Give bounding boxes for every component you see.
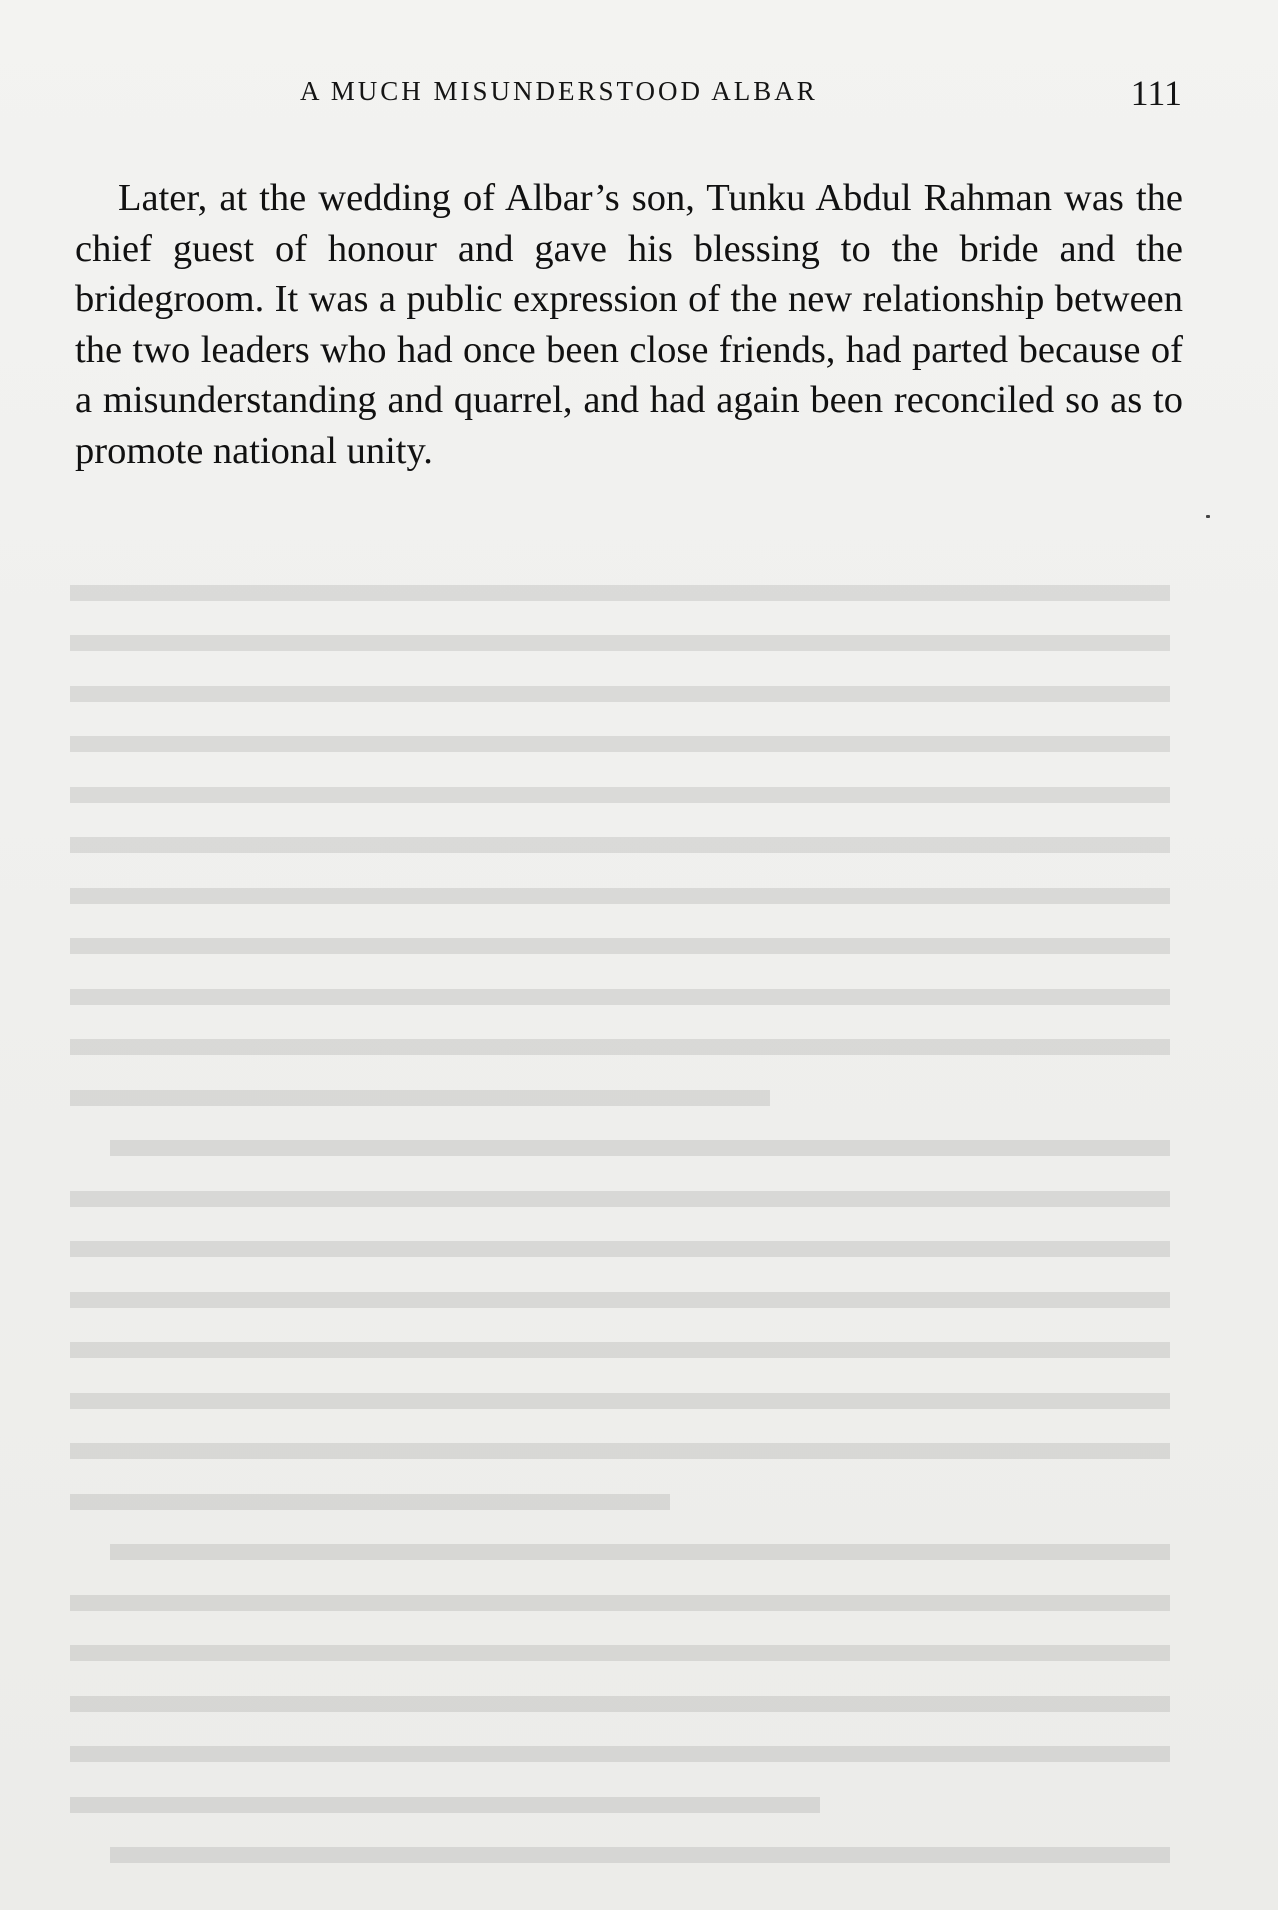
- page-number: 111: [1130, 73, 1182, 113]
- ink-speck: [1206, 515, 1210, 518]
- body-paragraph: Later, at the wedding of Albar’s son, Tunku Abdul Rahman was the chief guest of honour and gave his blessing to the bride and the bridegroom. It was a public expression of the new relationship between the two leaders who had once been close friends, had parted because of a misunderstanding and quarrel, and had again been reconciled so as to promote national unity.: [75, 177, 1183, 472]
- running-head-title: A MUCH MISUNDERSTOOD ALBAR: [300, 76, 818, 106]
- show-through-lines: [70, 585, 1170, 1885]
- show-through-texture: [70, 585, 1170, 1899]
